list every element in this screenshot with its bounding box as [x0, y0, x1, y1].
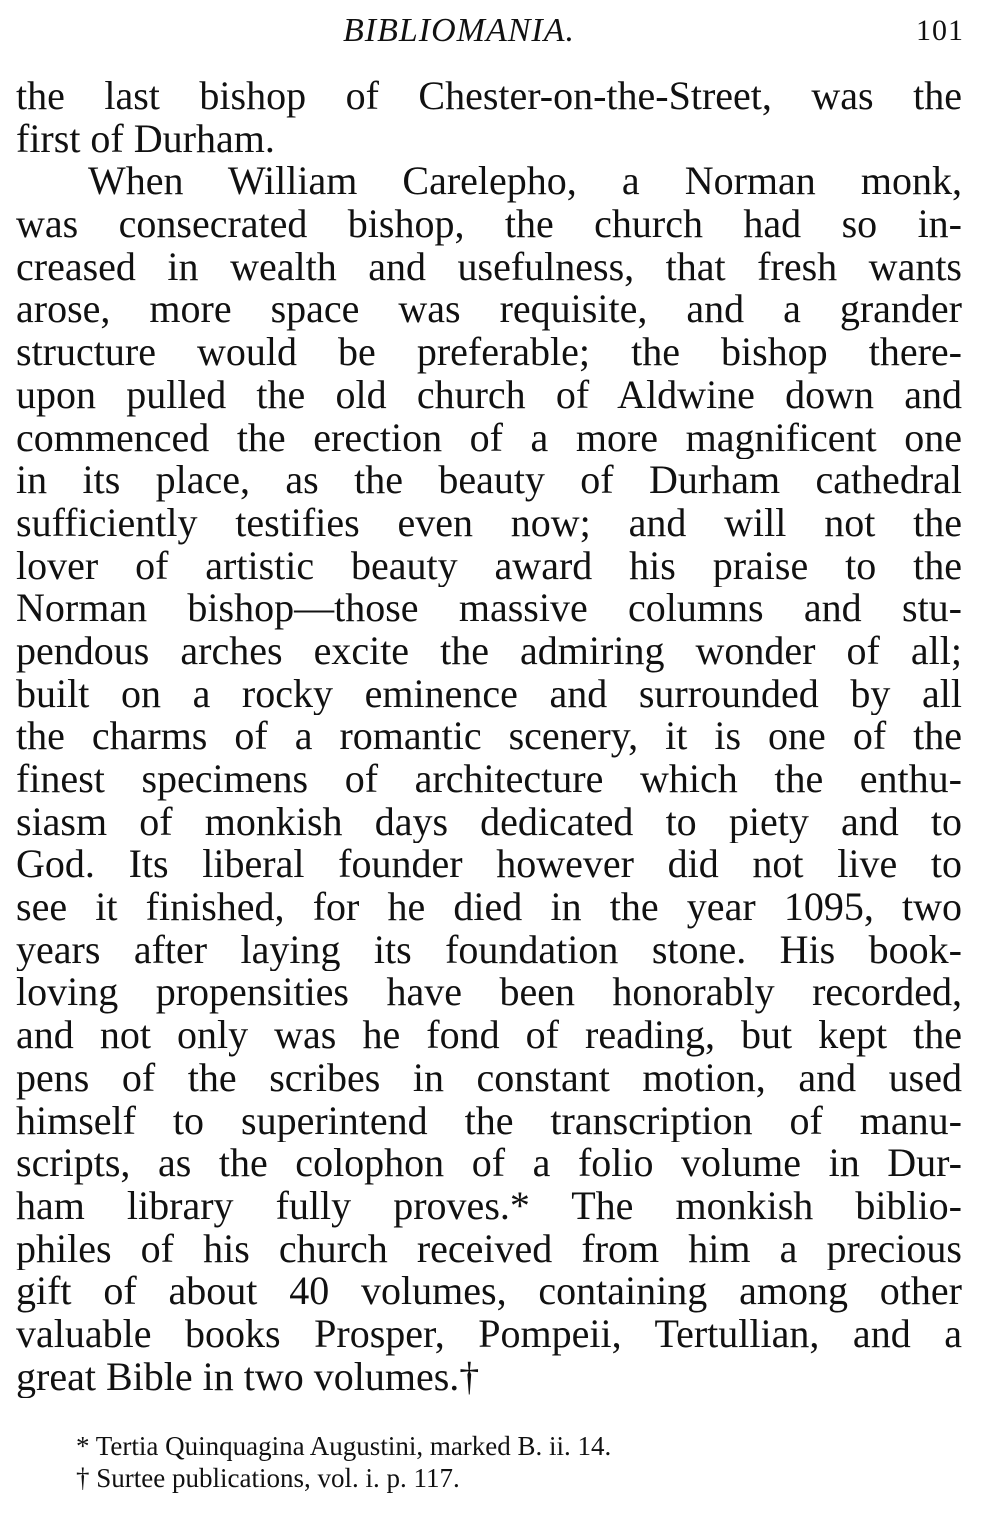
footnote: * Tertia Quinquagina Augustini, marked B. ii. 14. — [76, 1431, 612, 1461]
text-line: When William Carelepho, a Norman monk, — [88, 160, 962, 204]
page-number: 101 — [916, 14, 964, 47]
text-line: loving propensities have been honorably recorded, — [16, 971, 962, 1015]
text-line: pendous arches excite the admiring wonder of all; — [16, 629, 962, 673]
text-line: sufficiently testifies even now; and will not the — [16, 501, 962, 545]
text-line: years after laying its foundation stone. His book- — [16, 928, 962, 972]
text-line: arose, more space was requisite, and a grander — [16, 288, 962, 332]
text-line: Norman bishop—those massive columns and stu- — [16, 587, 962, 630]
text-line: first of Durham. — [16, 117, 275, 161]
text-line: siasm of monkish days dedicated to piety and to — [16, 800, 962, 844]
text-line: see it finished, for he died in the year 1095, two — [16, 886, 962, 929]
body-text — [16, 75, 962, 1398]
text-line: pens of the scribes in constant motion, and used — [16, 1056, 962, 1100]
running-title: BIBLIOMANIA. — [343, 12, 576, 49]
text-line: scripts, as the colophon of a folio volume in Dur- — [16, 1142, 962, 1185]
text-line: himself to superintend the transcription of manu- — [16, 1099, 962, 1143]
text-line: ham library fully proves.* The monkish biblio- — [16, 1184, 962, 1228]
footnotes — [76, 1430, 836, 1494]
text-line: commenced the erection of a more magnificent one — [16, 416, 962, 460]
text-line: philes of his church received from him a precious — [16, 1227, 962, 1271]
footnote: † Surtee publications, vol. i. p. 117. — [76, 1463, 460, 1493]
text-line: structure would be preferable; the bishop there- — [16, 331, 962, 374]
text-line: gift of about 40 volumes, containing among other — [16, 1270, 962, 1313]
text-line: valuable books Prosper, Pompeii, Tertullian, and a — [16, 1312, 962, 1356]
text-line: lover of artistic beauty award his praise to the — [16, 544, 962, 588]
text-line: the last bishop of Chester-on-the-Street, was the — [16, 75, 962, 118]
text-line: in its place, as the beauty of Durham cathedral — [16, 459, 962, 502]
text-line: creased in wealth and usefulness, that fresh wants — [16, 245, 962, 289]
text-line: God. Its liberal founder however did not live to — [16, 843, 962, 887]
text-line: finest specimens of architecture which the enthu- — [16, 758, 962, 801]
text-line: great Bible in two volumes.† — [16, 1355, 480, 1399]
text-line: the charms of a romantic scenery, it is one of the — [16, 715, 962, 758]
text-line: built on a rocky eminence and surrounded by all — [16, 672, 962, 716]
page-header — [0, 10, 1000, 52]
text-line: was consecrated bishop, the church had so in- — [16, 203, 962, 246]
text-line: and not only was he fond of reading, but kept the — [16, 1014, 962, 1057]
text-line: upon pulled the old church of Aldwine down and — [16, 373, 962, 417]
